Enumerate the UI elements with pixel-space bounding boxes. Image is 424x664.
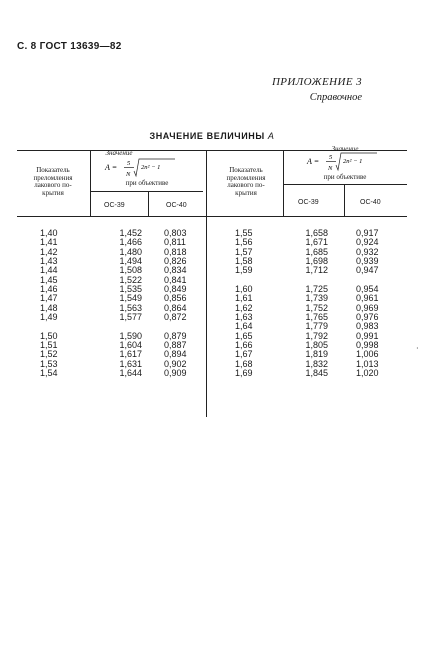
table-title-symbol: А bbox=[267, 131, 275, 141]
table-cell: 1,40 bbox=[40, 228, 58, 238]
table-cell: 1,66 bbox=[235, 340, 253, 351]
index-label-line: Показатель bbox=[36, 166, 70, 174]
left-objective-label: при объективе bbox=[125, 179, 169, 187]
index-label-line: лакового по- bbox=[227, 181, 265, 189]
table-cell: 1,604 bbox=[119, 340, 142, 351]
table-cell: 1,41 bbox=[40, 237, 58, 248]
table-cell: 1,47 bbox=[40, 293, 58, 304]
table-cell: 1,56 bbox=[235, 237, 253, 248]
table-cell: 0,834 bbox=[164, 265, 187, 276]
table-cell: 1,779 bbox=[305, 321, 328, 332]
right-objective-label: при объективе bbox=[323, 173, 367, 181]
table-cell: 0,864 bbox=[164, 302, 187, 313]
right-os40-column bbox=[356, 229, 379, 379]
table-cell: 1,52 bbox=[40, 349, 58, 360]
table-cell: 1,43 bbox=[40, 256, 58, 267]
table-cell: 1,739 bbox=[305, 293, 328, 304]
table-cell: 1,792 bbox=[305, 330, 328, 341]
right-objective-rule bbox=[283, 184, 407, 185]
index-label-line: Показатель bbox=[229, 166, 263, 174]
right-index-header bbox=[210, 167, 282, 197]
table-cell: 1,006 bbox=[356, 349, 379, 360]
table-cell: 1,698 bbox=[305, 256, 328, 267]
index-label-line: крытия bbox=[42, 188, 64, 197]
left-os40-header: ОС-40 bbox=[166, 202, 187, 209]
table-cell: 0,917 bbox=[356, 228, 379, 238]
index-label-line: преломления bbox=[33, 173, 73, 182]
table-cell: 0,811 bbox=[164, 237, 186, 248]
formula-lhs: A = bbox=[105, 163, 118, 172]
table-cell: 0,954 bbox=[356, 284, 379, 295]
formula-radical: 2n² − 1 bbox=[141, 164, 161, 171]
table-cell: 1,44 bbox=[40, 265, 58, 276]
table-cell: 0,924 bbox=[356, 237, 379, 248]
table-cell: 1,68 bbox=[235, 358, 253, 369]
appendix-subtitle: Справочное bbox=[309, 92, 362, 103]
table-cell: 1,549 bbox=[119, 293, 142, 304]
table-cell: 0,856 bbox=[164, 293, 187, 304]
table-cell: 1,658 bbox=[305, 228, 328, 238]
formula-radical: 2n² − 1 bbox=[343, 158, 363, 165]
table-cell: 1,51 bbox=[40, 340, 58, 351]
index-label-line: преломления bbox=[226, 173, 266, 182]
table-cell: 1,752 bbox=[305, 302, 328, 313]
table-cell: 1,832 bbox=[305, 358, 328, 369]
table-cell: 1,480 bbox=[119, 246, 142, 257]
formula-numerator: 5 bbox=[329, 154, 333, 161]
formula-lhs: A = bbox=[307, 157, 320, 166]
right-objective-divider bbox=[344, 184, 345, 216]
table-cell: 0,902 bbox=[164, 358, 187, 369]
right-os39-header: ОС-39 bbox=[298, 199, 319, 206]
table-cell: 1,46 bbox=[40, 284, 58, 295]
right-os39-column bbox=[284, 229, 328, 379]
table-cell: 1,563 bbox=[119, 302, 142, 313]
table-cell: 1,69 bbox=[235, 368, 253, 379]
left-index-column bbox=[40, 229, 58, 379]
table-cell: 1,48 bbox=[40, 302, 58, 313]
table-cell: 0,803 bbox=[164, 228, 187, 238]
right-os40-header: ОС-40 bbox=[360, 199, 381, 206]
table-cell: 1,53 bbox=[40, 358, 58, 369]
appendix-title: ПРИЛОЖЕНИЕ 3 bbox=[271, 76, 362, 88]
table-cell: 1,494 bbox=[119, 256, 142, 267]
table-cell: 1,452 bbox=[119, 228, 142, 238]
margin-mark: · bbox=[416, 344, 419, 353]
left-os40-column bbox=[164, 229, 187, 379]
right-index-column bbox=[235, 229, 253, 379]
right-index-divider bbox=[283, 150, 284, 216]
table-cell: 1,617 bbox=[119, 349, 142, 360]
table-cell: 1,60 bbox=[235, 284, 253, 295]
table-cell: 1,712 bbox=[305, 265, 328, 276]
table-cell: 0,849 bbox=[164, 284, 187, 295]
table-cell: 1,685 bbox=[305, 246, 328, 257]
left-index-header bbox=[18, 167, 88, 197]
table-cell: 1,805 bbox=[305, 340, 328, 351]
table-cell: 0,998 bbox=[356, 340, 379, 351]
table-cell: 1,58 bbox=[235, 256, 253, 267]
table-cell: 1,49 bbox=[40, 312, 58, 323]
table-cell: 1,508 bbox=[119, 265, 142, 276]
formula-svg bbox=[305, 152, 395, 174]
table-cell: 1,535 bbox=[119, 284, 142, 295]
table-cell: 1,725 bbox=[305, 284, 328, 295]
table-cell: 1,845 bbox=[305, 368, 328, 379]
table-cell: 0,991 bbox=[356, 330, 379, 341]
table-cell: 0,983 bbox=[356, 321, 379, 332]
table-cell: 0,872 bbox=[164, 312, 187, 323]
table-cell: 1,020 bbox=[356, 368, 379, 379]
formula-svg bbox=[103, 158, 193, 180]
center-divider bbox=[206, 150, 207, 417]
table-cell: 0,932 bbox=[356, 246, 379, 257]
table-cell: 1,55 bbox=[235, 228, 253, 238]
table-cell: 1,61 bbox=[235, 293, 253, 304]
table-cell: 1,54 bbox=[40, 368, 58, 379]
table-cell: 1,42 bbox=[40, 246, 58, 257]
left-objective-divider bbox=[148, 191, 149, 216]
table-cell: 1,466 bbox=[119, 237, 142, 248]
table-cell: 0,887 bbox=[164, 340, 187, 351]
table-cell: 0,947 bbox=[356, 265, 379, 276]
table-cell: 1,62 bbox=[235, 302, 253, 313]
table-title-text: ЗНАЧЕНИЕ ВЕЛИЧИНЫ bbox=[149, 131, 265, 141]
index-label-line: крытия bbox=[235, 188, 257, 197]
table-cell: 1,671 bbox=[305, 237, 328, 248]
table-cell: 0,818 bbox=[164, 246, 187, 257]
table-cell: 1,65 bbox=[235, 330, 253, 341]
table-cell: 1,765 bbox=[305, 312, 328, 323]
formula-denominator: N bbox=[126, 171, 131, 178]
table-cell: 1,67 bbox=[235, 349, 253, 360]
left-os39-column bbox=[98, 229, 142, 379]
table-header-border bbox=[17, 216, 407, 217]
table-cell: 1,45 bbox=[40, 274, 58, 285]
formula-denominator: N bbox=[328, 165, 333, 172]
table-cell: 1,64 bbox=[235, 321, 253, 332]
formula-numerator: 5 bbox=[127, 160, 131, 167]
table-cell: 1,59 bbox=[235, 265, 253, 276]
table-cell: 1,819 bbox=[305, 349, 328, 360]
table-cell: 1,013 bbox=[356, 358, 379, 369]
table-cell: 0,976 bbox=[356, 312, 379, 323]
table-cell: 0,894 bbox=[164, 349, 187, 360]
page-header: С. 8 ГОСТ 13639—82 bbox=[17, 41, 122, 52]
table-cell: 1,644 bbox=[119, 368, 142, 379]
table-cell: 1,590 bbox=[119, 330, 142, 341]
table-cell: 1,50 bbox=[40, 330, 58, 341]
table-cell: 0,909 bbox=[164, 368, 187, 379]
table-cell: 0,879 bbox=[164, 330, 187, 341]
table-cell: 1,631 bbox=[119, 358, 142, 369]
index-label-line: лакового по- bbox=[34, 181, 72, 189]
table-cell: 1,577 bbox=[119, 312, 142, 323]
left-os39-header: ОС-39 bbox=[104, 202, 125, 209]
table-cell: 1,522 bbox=[119, 274, 142, 285]
table-cell: 1,57 bbox=[235, 246, 253, 257]
right-value-label: Значение bbox=[331, 145, 359, 153]
table-cell: 0,841 bbox=[164, 274, 187, 285]
left-objective-rule bbox=[90, 191, 203, 192]
left-value-label: Значение bbox=[105, 149, 133, 157]
table-cell: 0,826 bbox=[164, 256, 187, 267]
table-title bbox=[0, 131, 424, 141]
table-cell: 0,939 bbox=[356, 256, 379, 267]
table-cell: 0,969 bbox=[356, 302, 379, 313]
table-cell: 0,961 bbox=[356, 293, 379, 304]
table-cell: 1,63 bbox=[235, 312, 253, 323]
